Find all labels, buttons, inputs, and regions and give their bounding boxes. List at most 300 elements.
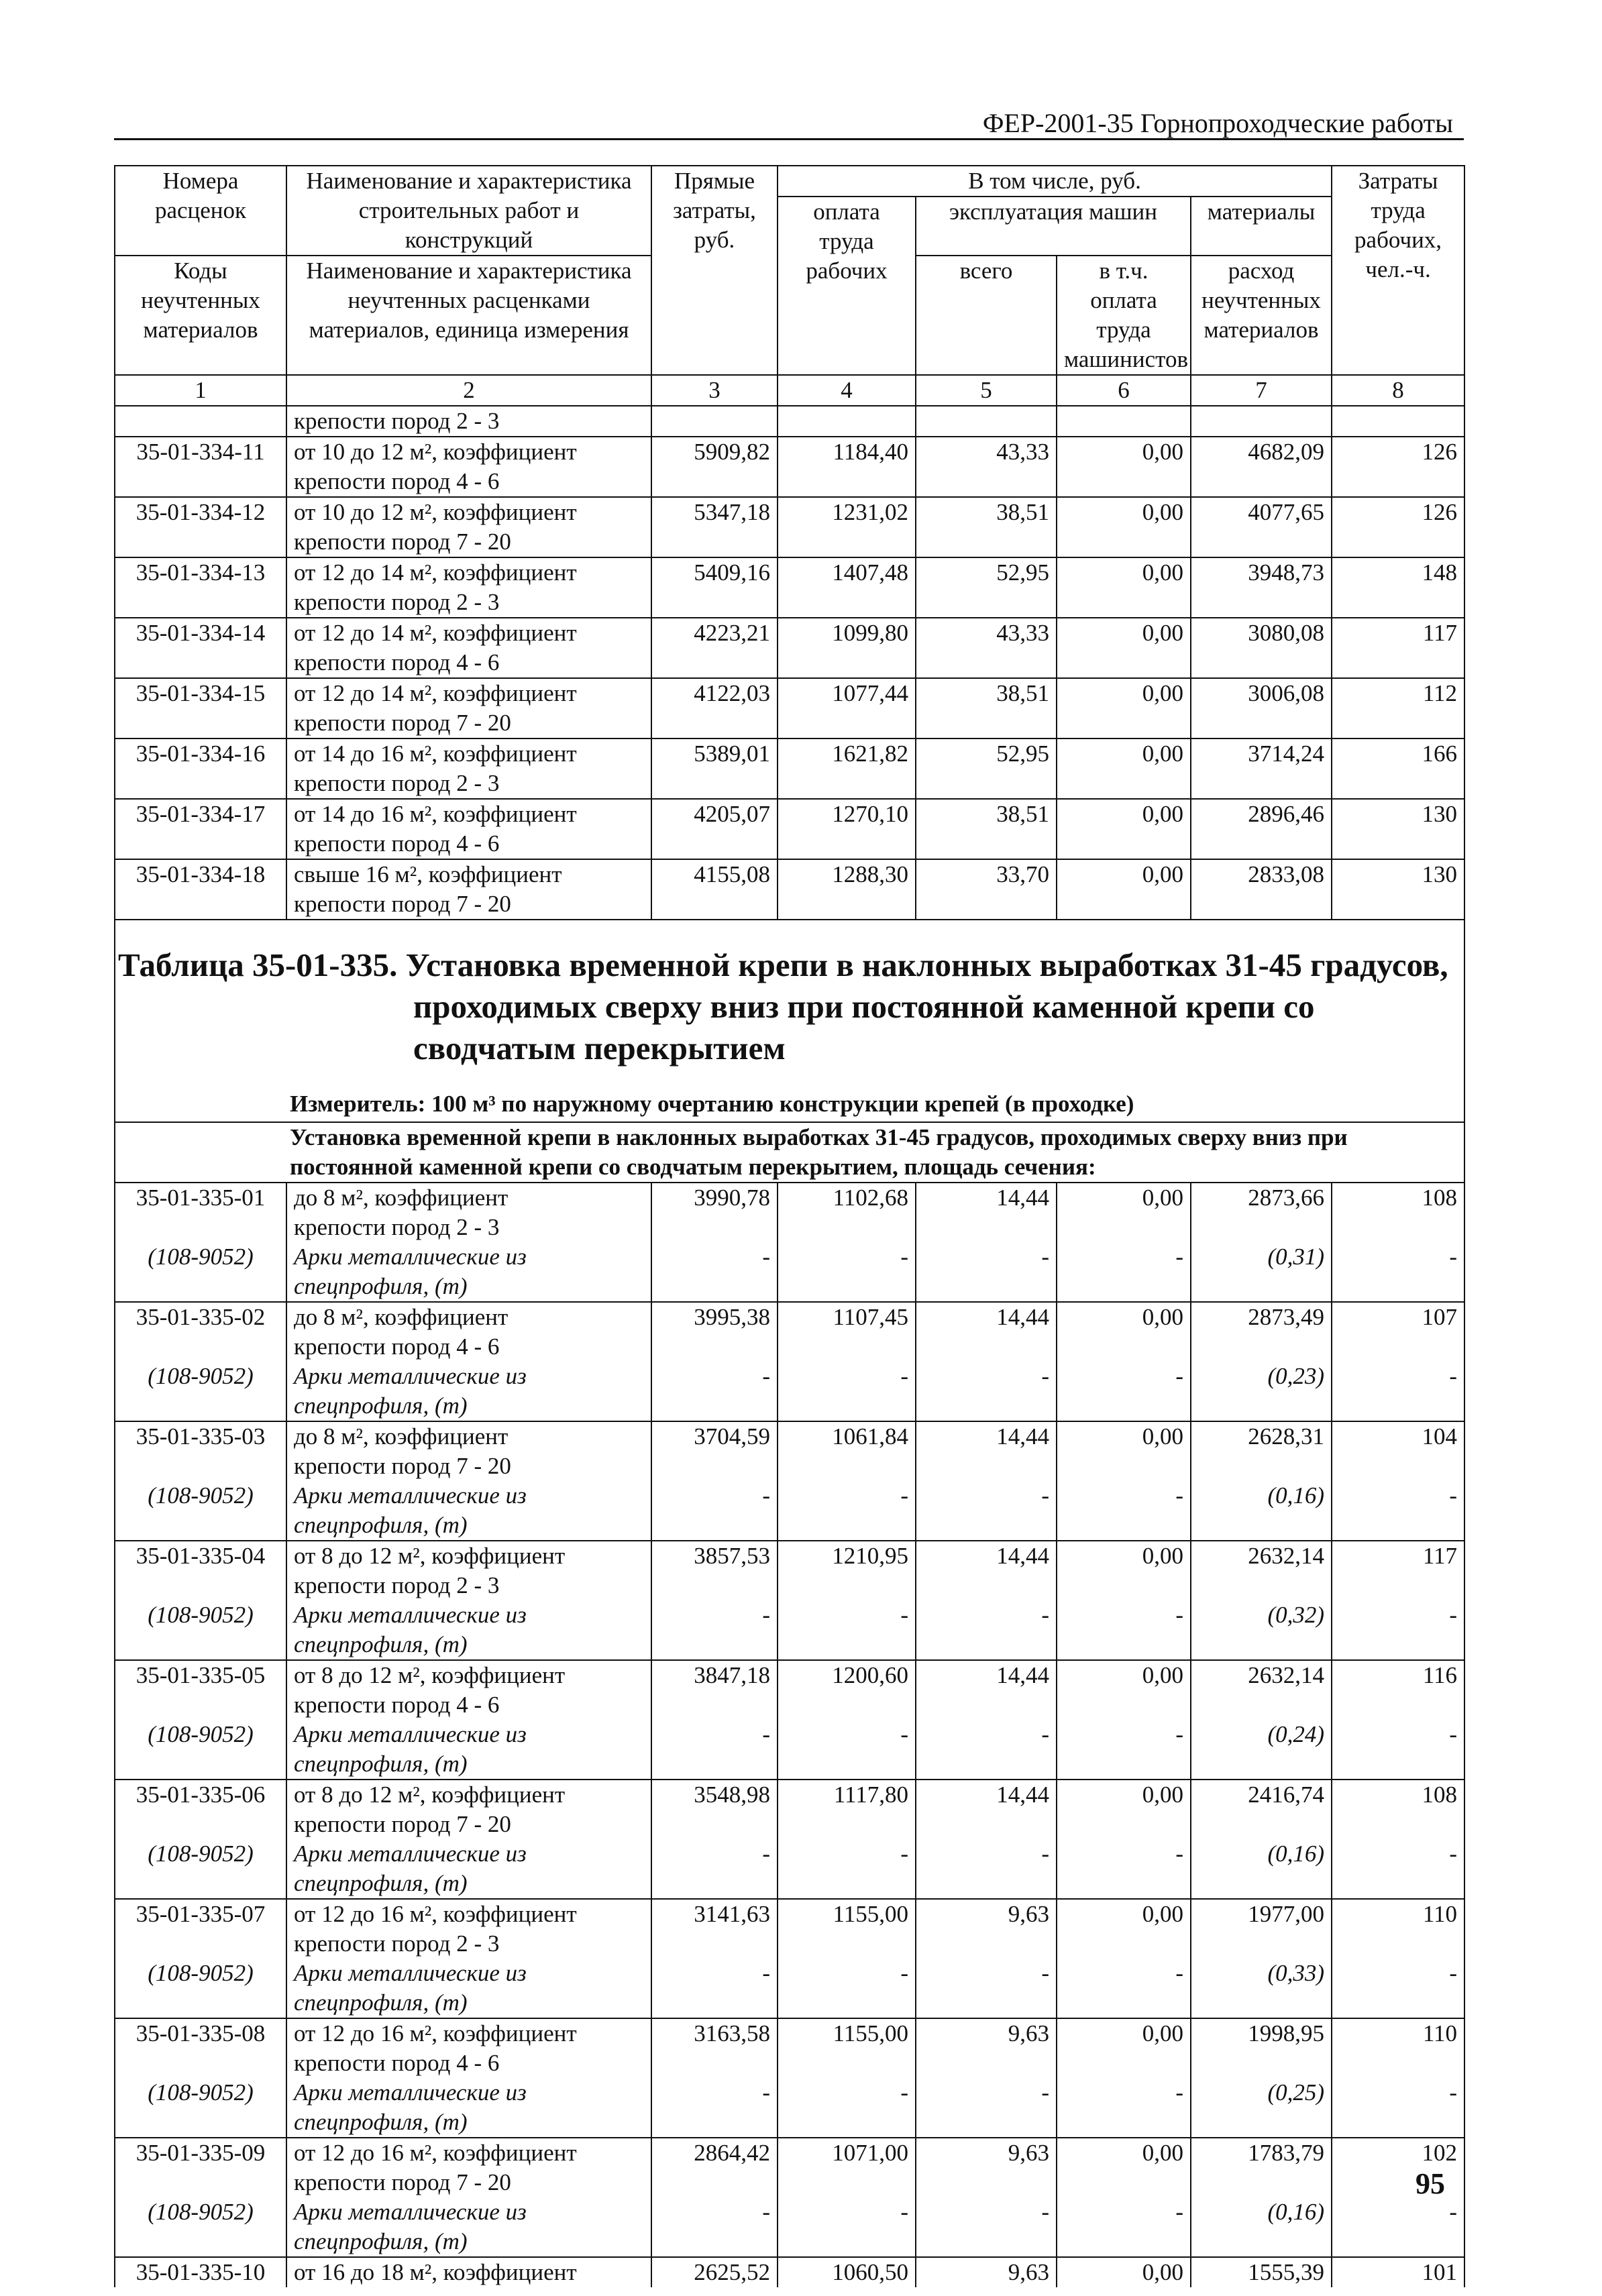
material-quantity: (0,33)	[1191, 1959, 1332, 2018]
rate-description-line-1: до 8 м², коэффициент	[294, 1423, 509, 1450]
col2-header-top: Наименование и характеристика строительных работ и конструкций	[286, 166, 651, 256]
machinists-cost: 0,00	[1057, 497, 1191, 557]
empty-cell	[916, 406, 1057, 437]
material-description-line-2: спецпрофиля, (т)	[294, 1870, 468, 1896]
page-number: 95	[1416, 2167, 1445, 2200]
machines-dash: -	[916, 1362, 1057, 1421]
labor-dash: -	[1332, 1839, 1464, 1899]
header-row-1	[115, 166, 1464, 197]
rate-description	[286, 1302, 651, 1362]
rate-description-line-1: от 14 до 16 м², коэффициент	[294, 741, 577, 767]
machines-cost: 38,51	[916, 497, 1057, 557]
wages-dash: -	[778, 2078, 916, 2138]
material-quantity: (0,32)	[1191, 1600, 1332, 1660]
materials-cost: 1977,00	[1191, 1899, 1332, 1959]
rate-description-line-2: крепости пород 7 - 20	[294, 1453, 511, 1479]
direct-cost: 4155,08	[651, 859, 778, 920]
material-description	[286, 2197, 651, 2257]
machinists-cost: 0,00	[1057, 1780, 1191, 1839]
wages-dash: -	[778, 1720, 916, 1780]
machines-cost: 43,33	[916, 618, 1057, 678]
material-quantity: (0,16)	[1191, 1481, 1332, 1541]
direct-dash: -	[651, 2078, 778, 2138]
empty-cell	[1057, 406, 1191, 437]
labor-hours: 130	[1332, 799, 1464, 859]
materials-cost: 2628,31	[1191, 1421, 1332, 1481]
machines-cost: 14,44	[916, 1421, 1057, 1481]
empty-cell	[651, 406, 778, 437]
machinists-cost: 0,00	[1057, 1421, 1191, 1481]
wages-cost: 1210,95	[778, 1541, 916, 1600]
wages-cost: 1077,44	[778, 678, 916, 739]
labor-dash: -	[1332, 1362, 1464, 1421]
material-code: (108-9052)	[115, 1362, 286, 1421]
material-description-line-1: Арки металлические из	[294, 1721, 527, 1747]
table-row	[115, 1660, 1464, 1720]
rate-code: 35-01-335-10	[115, 2257, 286, 2287]
labor-dash: -	[1332, 1959, 1464, 2018]
machines-dash: -	[916, 2197, 1057, 2257]
material-description-line-2: спецпрофиля, (т)	[294, 1392, 468, 1419]
rate-description-line-1: от 8 до 12 м², коэффициент	[294, 1543, 566, 1569]
machines-dash: -	[916, 1600, 1057, 1660]
machines-cost: 9,63	[916, 2018, 1057, 2078]
col1-header-bottom: Коды неучтенных материалов	[115, 256, 286, 375]
rate-code: 35-01-335-07	[115, 1899, 286, 1959]
machinists-cost: 0,00	[1057, 859, 1191, 920]
labor-dash: -	[1332, 1242, 1464, 1302]
table-row	[115, 739, 1464, 799]
rate-description-line-2: крепости пород 2 - 3	[294, 1214, 500, 1240]
column-number: 1	[115, 375, 286, 406]
wages-cost: 1621,82	[778, 739, 916, 799]
direct-cost: 3857,53	[651, 1541, 778, 1600]
labor-dash: -	[1332, 2078, 1464, 2138]
wages-cost: 1155,00	[778, 2018, 916, 2078]
machinists-cost: 0,00	[1057, 2138, 1191, 2197]
col-direct-header: Прямые затраты, руб.	[651, 166, 778, 375]
direct-cost: 5909,82	[651, 437, 778, 497]
rate-description-line-2: крепости пород 2 - 3	[294, 770, 500, 796]
machines-cost: 52,95	[916, 557, 1057, 618]
rate-description-line-1: от 8 до 12 м², коэффициент	[294, 1662, 566, 1688]
labor-dash: -	[1332, 1600, 1464, 1660]
empty-cell	[778, 406, 916, 437]
rate-code: 35-01-334-17	[115, 799, 286, 859]
machinists-dash: -	[1057, 1481, 1191, 1541]
material-description-line-1: Арки металлические из	[294, 1841, 527, 1867]
rate-description-line-1: от 12 до 14 м², коэффициент	[294, 559, 577, 586]
table-row	[115, 678, 1464, 739]
material-description-line-2: спецпрофиля, (т)	[294, 1273, 468, 1299]
rate-code: 35-01-334-14	[115, 618, 286, 678]
material-quantity: (0,23)	[1191, 1362, 1332, 1421]
column-number-row	[115, 375, 1464, 406]
machinists-dash: -	[1057, 1959, 1191, 2018]
machines-cost: 52,95	[916, 739, 1057, 799]
empty-cell	[1191, 406, 1332, 437]
material-description	[286, 1242, 651, 1302]
materials-cost: 4682,09	[1191, 437, 1332, 497]
direct-cost: 4205,07	[651, 799, 778, 859]
material-description-line-1: Арки металлические из	[294, 1244, 527, 1270]
direct-dash: -	[651, 1839, 778, 1899]
rate-description-line-1: от 10 до 12 м², коэффициент	[294, 439, 577, 465]
rate-description-line-1: от 14 до 16 м², коэффициент	[294, 801, 577, 827]
rate-description-line-1: до 8 м², коэффициент	[294, 1304, 509, 1330]
materials-cost: 3948,73	[1191, 557, 1332, 618]
machines-cost: 14,44	[916, 1183, 1057, 1242]
material-row	[115, 1959, 1464, 2018]
materials-cost: 2873,66	[1191, 1183, 1332, 1242]
rate-description-line-2: крепости пород 7 - 20	[294, 2169, 511, 2195]
col-machines-header: эксплуатация машин	[916, 197, 1191, 256]
material-description-line-2: спецпрофиля, (т)	[294, 1512, 468, 1538]
material-description	[286, 2078, 651, 2138]
rate-code: 35-01-334-18	[115, 859, 286, 920]
column-number: 7	[1191, 375, 1332, 406]
rate-description	[286, 859, 651, 920]
rate-description-line-2: крепости пород 2 - 3	[294, 1930, 500, 1957]
rate-code: 35-01-335-09	[115, 2138, 286, 2197]
material-code: (108-9052)	[115, 2197, 286, 2257]
wages-dash: -	[778, 1839, 916, 1899]
rate-description-line-2: крепости пород 7 - 20	[294, 891, 511, 917]
rate-description	[286, 678, 651, 739]
machinists-cost: 0,00	[1057, 1660, 1191, 1720]
col1-header-top: Номера расценок	[115, 166, 286, 256]
wages-cost: 1102,68	[778, 1183, 916, 1242]
machines-cost: 14,44	[916, 1780, 1057, 1839]
direct-cost: 3990,78	[651, 1183, 778, 1242]
machines-cost: 43,33	[916, 437, 1057, 497]
rate-description	[286, 2138, 651, 2197]
labor-dash: -	[1332, 1720, 1464, 1780]
col-wages-header: оплата труда рабочих	[778, 197, 916, 375]
rate-description-line-2: крепости пород 2 - 3	[294, 1572, 500, 1598]
wages-dash: -	[778, 1481, 916, 1541]
wages-cost: 1231,02	[778, 497, 916, 557]
material-description-line-2: спецпрофиля, (т)	[294, 2228, 468, 2254]
labor-hours: 126	[1332, 497, 1464, 557]
rate-code: 35-01-335-05	[115, 1660, 286, 1720]
table-row	[115, 1780, 1464, 1839]
rate-description-line-1: до 8 м², коэффициент	[294, 1185, 509, 1211]
machines-cost: 14,44	[916, 1541, 1057, 1600]
materials-cost: 2416,74	[1191, 1780, 1332, 1839]
materials-cost: 4077,65	[1191, 497, 1332, 557]
rate-code: 35-01-334-13	[115, 557, 286, 618]
materials-cost: 3006,08	[1191, 678, 1332, 739]
labor-hours: 116	[1332, 1660, 1464, 1720]
materials-cost: 2896,46	[1191, 799, 1332, 859]
col-machines-total-header: всего	[916, 256, 1057, 375]
rate-description	[286, 1541, 651, 1600]
material-code: (108-9052)	[115, 1959, 286, 2018]
machinists-cost: 0,00	[1057, 1541, 1191, 1600]
machines-cost: 9,63	[916, 2138, 1057, 2197]
machinists-dash: -	[1057, 1839, 1191, 1899]
machinists-cost: 0,00	[1057, 799, 1191, 859]
material-code: (108-9052)	[115, 2078, 286, 2138]
table-row	[115, 497, 1464, 557]
labor-hours: 117	[1332, 1541, 1464, 1600]
wages-cost: 1061,84	[778, 1421, 916, 1481]
material-code: (108-9052)	[115, 1839, 286, 1899]
material-quantity: (0,25)	[1191, 2078, 1332, 2138]
rate-description	[286, 618, 651, 678]
rate-description	[286, 799, 651, 859]
direct-cost: 3163,58	[651, 2018, 778, 2078]
machinists-dash: -	[1057, 1242, 1191, 1302]
wages-dash: -	[778, 1362, 916, 1421]
machines-dash: -	[916, 1720, 1057, 1780]
direct-cost: 3141,63	[651, 1899, 778, 1959]
direct-cost: 2864,42	[651, 2138, 778, 2197]
direct-cost: 2625,52	[651, 2257, 778, 2287]
machines-dash: -	[916, 1481, 1057, 1541]
table-row	[115, 799, 1464, 859]
rate-description	[286, 437, 651, 497]
machines-cost: 33,70	[916, 859, 1057, 920]
material-row	[115, 1481, 1464, 1541]
machinists-cost: 0,00	[1057, 2018, 1191, 2078]
labor-hours: 117	[1332, 618, 1464, 678]
material-description	[286, 1959, 651, 2018]
material-code: (108-9052)	[115, 1720, 286, 1780]
material-description	[286, 1839, 651, 1899]
direct-dash: -	[651, 1481, 778, 1541]
materials-cost: 2833,08	[1191, 859, 1332, 920]
col-materials-sub-header: расход неучтенных материалов	[1191, 256, 1332, 375]
rate-code: 35-01-335-02	[115, 1302, 286, 1362]
wages-cost: 1184,40	[778, 437, 916, 497]
wages-cost: 1117,80	[778, 1780, 916, 1839]
direct-cost: 3995,38	[651, 1302, 778, 1362]
labor-hours: 108	[1332, 1183, 1464, 1242]
rate-description	[286, 497, 651, 557]
machines-cost: 38,51	[916, 678, 1057, 739]
wages-dash: -	[778, 2197, 916, 2257]
table-row	[115, 557, 1464, 618]
table-row	[115, 2138, 1464, 2197]
material-row	[115, 2197, 1464, 2257]
material-row	[115, 1362, 1464, 1421]
materials-cost: 1783,79	[1191, 2138, 1332, 2197]
direct-cost: 3548,98	[651, 1780, 778, 1839]
col2-header-bottom: Наименование и характеристика неучтенных расценками материалов, единица измерения	[286, 256, 651, 375]
table-row	[115, 437, 1464, 497]
labor-hours: 130	[1332, 859, 1464, 920]
lead-row	[115, 406, 1464, 437]
rate-description-line-1: от 12 до 16 м², коэффициент	[294, 1901, 577, 1927]
direct-cost: 5347,18	[651, 497, 778, 557]
machinists-cost: 0,00	[1057, 678, 1191, 739]
direct-dash: -	[651, 1242, 778, 1302]
materials-cost: 3714,24	[1191, 739, 1332, 799]
header-rule	[114, 138, 1464, 140]
material-description	[286, 1720, 651, 1780]
materials-cost: 1555,39	[1191, 2257, 1332, 2287]
material-description-line-2: спецпрофиля, (т)	[294, 1631, 468, 1657]
material-row	[115, 1720, 1464, 1780]
material-row	[115, 1839, 1464, 1899]
column-number: 4	[778, 375, 916, 406]
direct-cost: 5409,16	[651, 557, 778, 618]
table-row	[115, 859, 1464, 920]
column-number: 5	[916, 375, 1057, 406]
column-number: 2	[286, 375, 651, 406]
rate-description-line-2: крепости пород 4 - 6	[294, 468, 500, 494]
labor-hours: 110	[1332, 1899, 1464, 1959]
materials-cost: 2873,49	[1191, 1302, 1332, 1362]
wages-cost: 1060,50	[778, 2257, 916, 2287]
labor-dash: -	[1332, 1481, 1464, 1541]
table-caption	[118, 944, 1460, 1069]
rate-description-line-2: крепости пород 7 - 20	[294, 1811, 511, 1837]
material-description	[286, 1481, 651, 1541]
rate-description-line-2: крепости пород 7 - 20	[294, 529, 511, 555]
material-quantity: (0,16)	[1191, 1839, 1332, 1899]
wages-dash: -	[778, 1600, 916, 1660]
direct-cost: 3704,59	[651, 1421, 778, 1481]
direct-dash: -	[651, 1720, 778, 1780]
material-description-line-2: спецпрофиля, (т)	[294, 2109, 468, 2135]
wages-cost: 1270,10	[778, 799, 916, 859]
labor-hours: 101	[1332, 2257, 1464, 2287]
rate-description-line-1: от 10 до 12 м², коэффициент	[294, 499, 577, 525]
rate-description	[286, 1780, 651, 1839]
machines-dash: -	[916, 1959, 1057, 2018]
wages-cost: 1200,60	[778, 1660, 916, 1720]
rate-code: 35-01-334-15	[115, 678, 286, 739]
rate-description-line-2: крепости пород 4 - 6	[294, 2050, 500, 2076]
direct-dash: -	[651, 1600, 778, 1660]
wages-cost: 1407,48	[778, 557, 916, 618]
rate-description-line-1: от 12 до 16 м², коэффициент	[294, 2020, 577, 2046]
rate-description	[286, 739, 651, 799]
col-incl-header: В том числе, руб.	[778, 166, 1332, 197]
materials-cost: 2632,14	[1191, 1541, 1332, 1600]
table-row	[115, 2018, 1464, 2078]
labor-hours: 148	[1332, 557, 1464, 618]
rate-code: 35-01-335-01	[115, 1183, 286, 1242]
rate-description	[286, 557, 651, 618]
materials-cost: 3080,08	[1191, 618, 1332, 678]
rate-description-line-2: крепости пород 2 - 3	[294, 589, 500, 615]
table-row	[115, 618, 1464, 678]
rate-description-line-2: крепости пород 4 - 6	[294, 1692, 500, 1718]
rate-description	[286, 1421, 651, 1481]
machinists-cost: 0,00	[1057, 1183, 1191, 1242]
material-quantity: (0,16)	[1191, 2197, 1332, 2257]
rate-code: 35-01-334-11	[115, 437, 286, 497]
labor-hours: 126	[1332, 437, 1464, 497]
rates-table	[114, 165, 1465, 2287]
labor-dash: -	[1332, 2197, 1464, 2257]
rate-description-line-1: свыше 16 м², коэффициент	[294, 861, 562, 887]
col-labor-header: Затраты труда рабочих, чел.-ч.	[1332, 166, 1464, 375]
rate-description-line-1: от 12 до 14 м², коэффициент	[294, 620, 577, 646]
material-description-line-1: Арки металлические из	[294, 2199, 527, 2225]
machinists-dash: -	[1057, 2197, 1191, 2257]
material-code: (108-9052)	[115, 1600, 286, 1660]
rate-code: 35-01-335-03	[115, 1421, 286, 1481]
material-description-line-1: Арки металлические из	[294, 2079, 527, 2106]
section-row	[115, 1122, 1464, 1183]
material-description-line-1: Арки металлические из	[294, 1602, 527, 1628]
material-quantity: (0,24)	[1191, 1720, 1332, 1780]
machinists-cost: 0,00	[1057, 557, 1191, 618]
caption-rest: проходимых сверху вниз при постоянной каменной крепи со сводчатым перекрытием	[413, 988, 1315, 1067]
material-row	[115, 1600, 1464, 1660]
machinists-cost: 0,00	[1057, 739, 1191, 799]
machines-dash: -	[916, 1242, 1057, 1302]
machinists-cost: 0,00	[1057, 1899, 1191, 1959]
machinists-dash: -	[1057, 1720, 1191, 1780]
labor-hours: 102	[1332, 2138, 1464, 2197]
materials-cost: 1998,95	[1191, 2018, 1332, 2078]
machinists-dash: -	[1057, 2078, 1191, 2138]
column-number: 8	[1332, 375, 1464, 406]
empty-cell	[1332, 406, 1464, 437]
wages-cost: 1107,45	[778, 1302, 916, 1362]
material-quantity: (0,31)	[1191, 1242, 1332, 1302]
rate-description-line-2: крепости пород 4 - 6	[294, 649, 500, 675]
machinists-cost: 0,00	[1057, 1302, 1191, 1362]
rate-description-line-1: от 8 до 12 м², коэффициент	[294, 1782, 566, 1808]
machinists-cost: 0,00	[1057, 618, 1191, 678]
section-heading: Установка временной крепи в наклонных выработках 31-45 градусов, проходимых сверху вниз при постоянной каменной крепи со сводчатым перекрытием, площадь сечения:	[115, 1122, 1464, 1183]
material-code: (108-9052)	[115, 1242, 286, 1302]
measure-unit: Измеритель: 100 м³ по наружному очертанию конструкции крепей (в проходке)	[290, 1091, 1134, 1117]
table-row	[115, 1183, 1464, 1242]
labor-hours: 104	[1332, 1421, 1464, 1481]
caption-head: Таблица 35-01-335. Установка временной крепи в наклонных выработках 31-45 градусов,	[118, 946, 1448, 983]
rate-description-line-1: от 12 до 16 м², коэффициент	[294, 2140, 577, 2166]
rate-description-line-1: от 12 до 14 м², коэффициент	[294, 680, 577, 706]
direct-dash: -	[651, 1362, 778, 1421]
rate-code: 35-01-334-12	[115, 497, 286, 557]
running-header: ФЕР-2001-35 Горнопроходческие работы	[982, 108, 1453, 138]
machines-cost: 9,63	[916, 2257, 1057, 2287]
rate-description	[286, 1899, 651, 1959]
table-row	[115, 2257, 1464, 2287]
direct-dash: -	[651, 1959, 778, 2018]
direct-cost: 4122,03	[651, 678, 778, 739]
rate-description-line-2: крепости пород 7 - 20	[294, 710, 511, 736]
lead-text: крепости пород 2 - 3	[286, 406, 651, 437]
material-row	[115, 2078, 1464, 2138]
table-caption-row	[115, 920, 1464, 1122]
col-materials-header: материалы	[1191, 197, 1332, 256]
labor-hours: 110	[1332, 2018, 1464, 2078]
material-description	[286, 1362, 651, 1421]
rate-description	[286, 1183, 651, 1242]
rate-code: 35-01-335-08	[115, 2018, 286, 2078]
direct-cost: 4223,21	[651, 618, 778, 678]
machinists-dash: -	[1057, 1362, 1191, 1421]
wages-cost: 1155,00	[778, 1899, 916, 1959]
direct-cost: 5389,01	[651, 739, 778, 799]
wages-dash: -	[778, 1242, 916, 1302]
table-row	[115, 1899, 1464, 1959]
table-caption-cell	[115, 920, 1464, 1122]
column-number: 6	[1057, 375, 1191, 406]
labor-hours: 107	[1332, 1302, 1464, 1362]
table-body	[115, 166, 1464, 2287]
material-code: (108-9052)	[115, 1481, 286, 1541]
